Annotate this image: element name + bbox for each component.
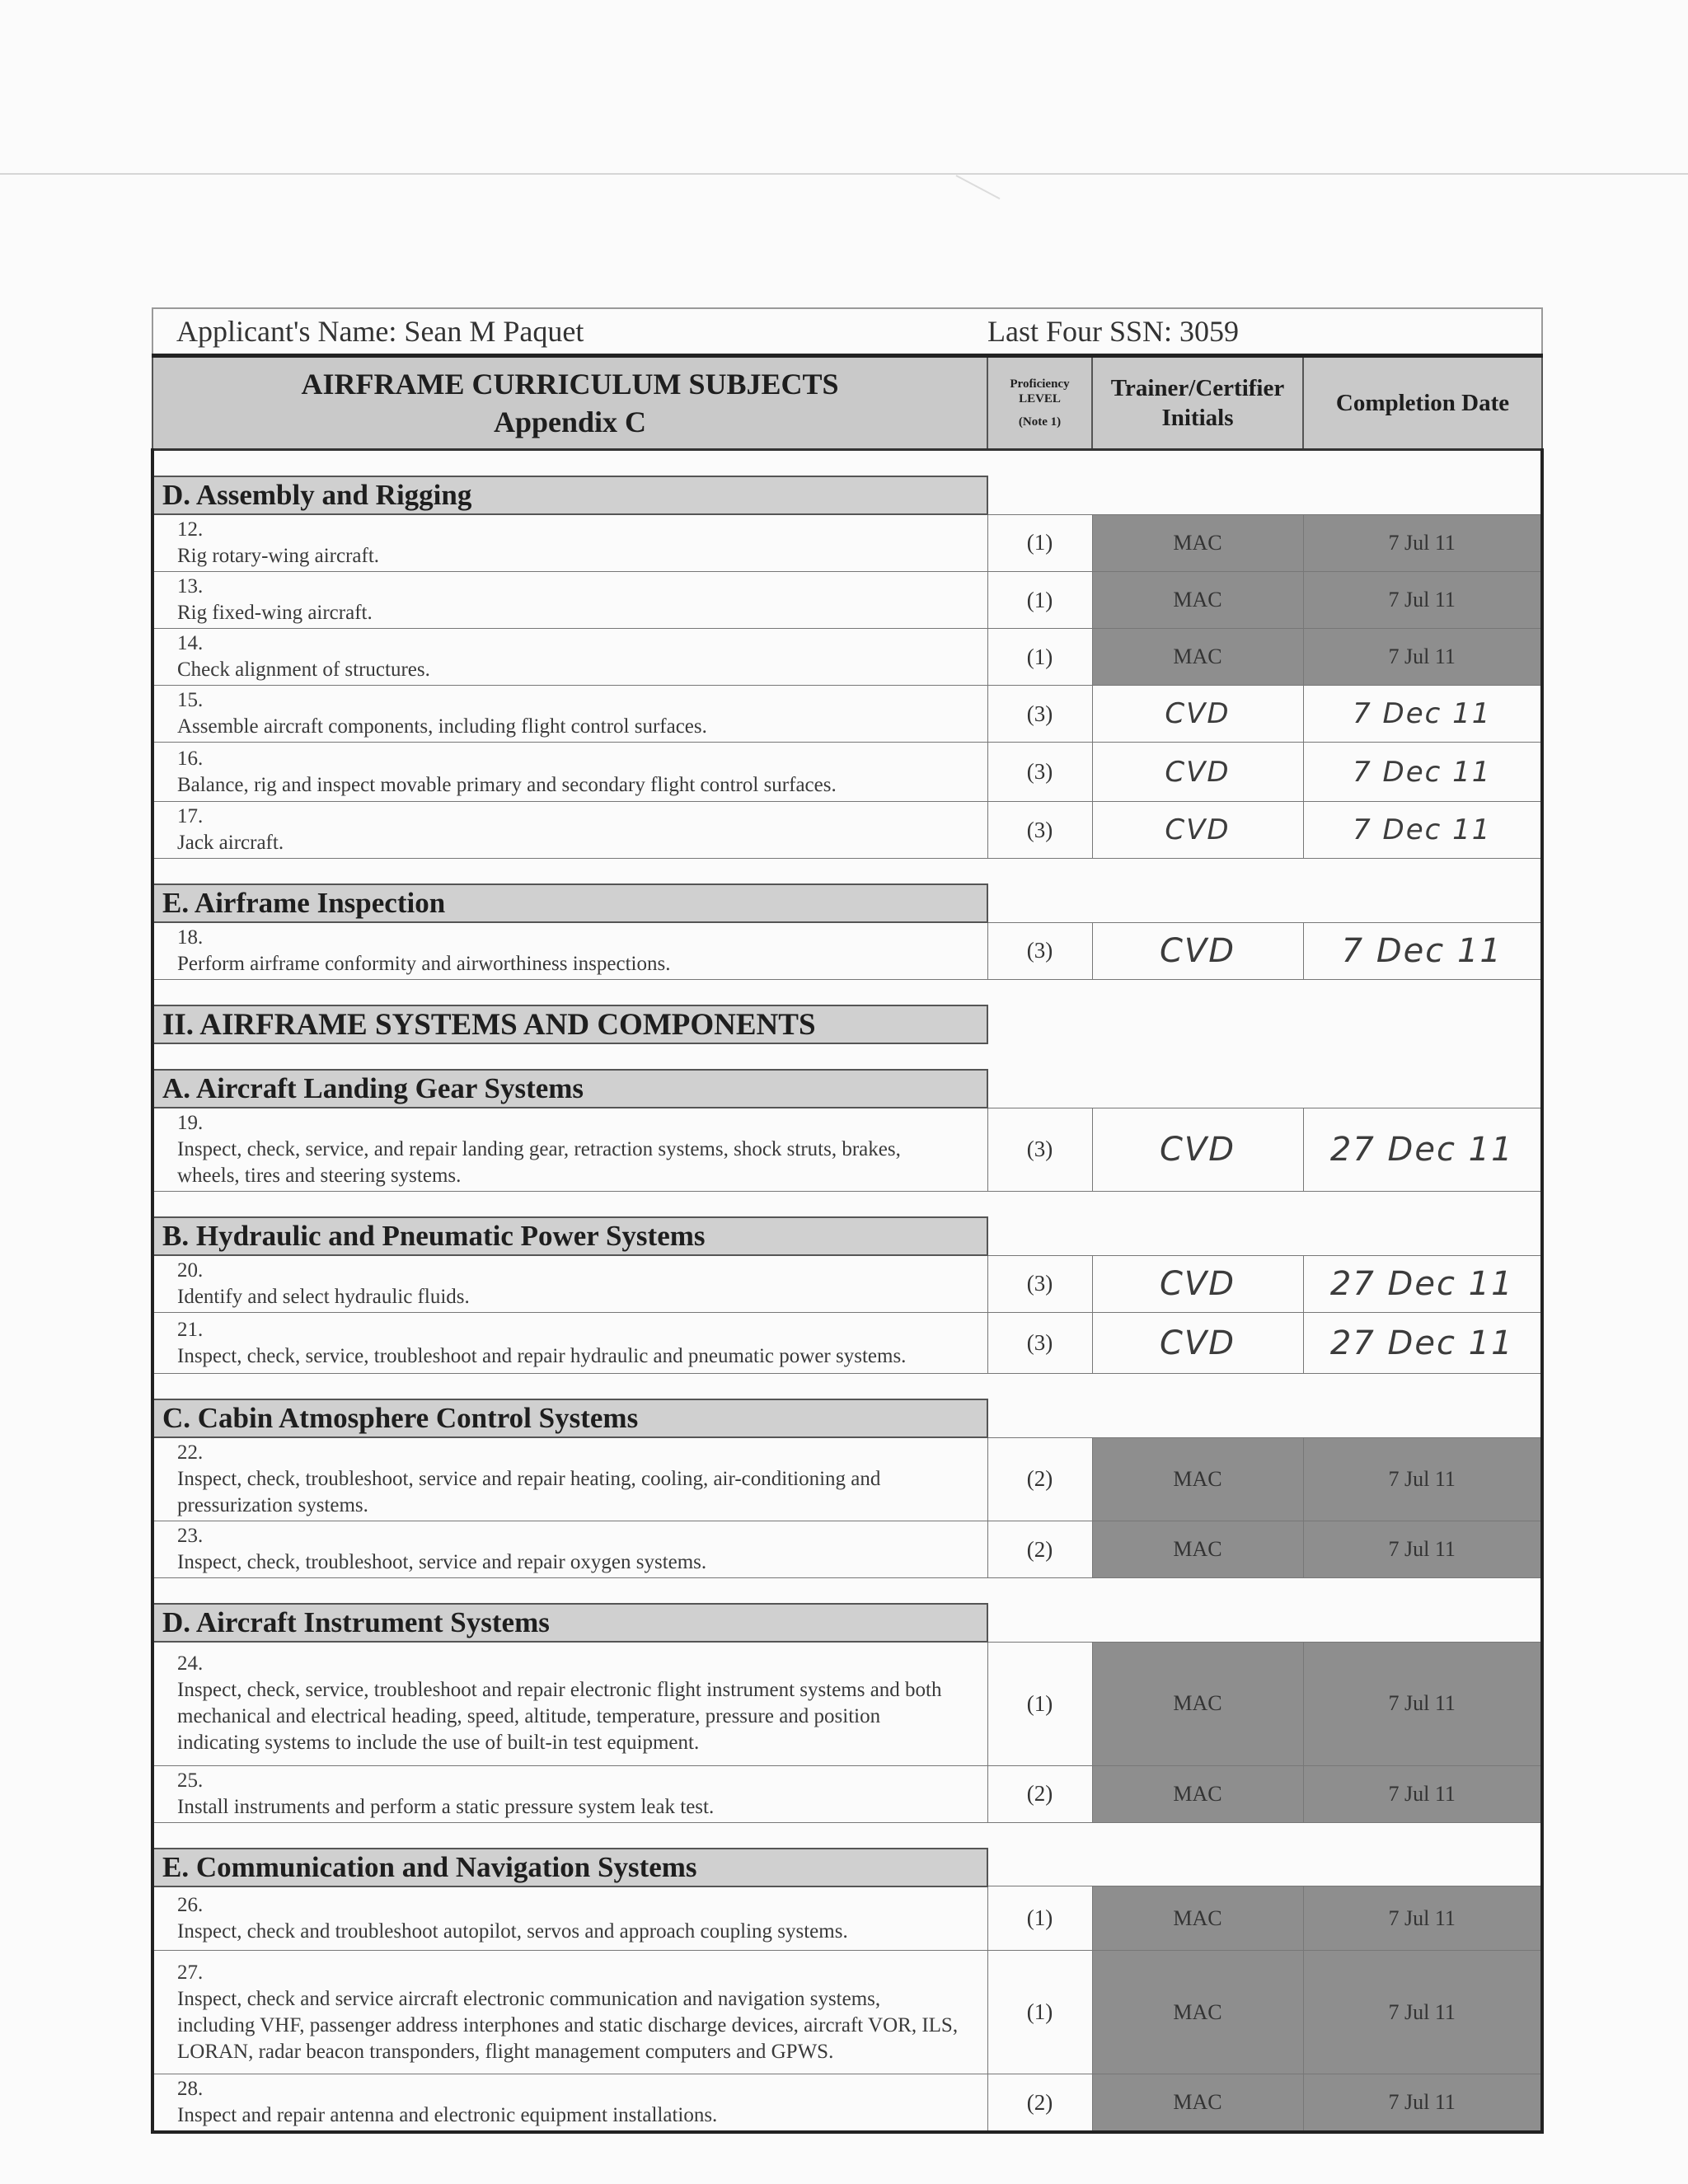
completion-date: 27 Dec 11 xyxy=(1303,1313,1542,1374)
section-title: E. Communication and Navigation Systems xyxy=(152,1849,987,1886)
trainer-initials: CVD xyxy=(1092,743,1303,802)
scan-artifact xyxy=(956,175,1001,199)
section-title: B. Hydraulic and Pneumatic Power Systems xyxy=(152,1217,987,1255)
section-title: C. Cabin Atmosphere Control Systems xyxy=(152,1399,987,1437)
section-heading xyxy=(152,1217,1542,1255)
applicant-label: Applicant's Name: xyxy=(176,315,397,348)
section-heading xyxy=(152,476,1542,514)
form-subtitle: Appendix C xyxy=(493,405,647,438)
section-title: D. Assembly and Rigging xyxy=(152,476,987,514)
completion-date: 27 Dec 11 xyxy=(1303,1108,1542,1192)
column-header-row xyxy=(152,356,1542,450)
ssn-field xyxy=(987,308,1542,356)
proficiency-level: (1) xyxy=(987,1886,1092,1951)
completion-date: 7 Dec 11 xyxy=(1303,686,1542,743)
table-row: 21.Inspect, check, service, troubleshoot and repair hydraulic and pneumatic power systems. (3) CVD 27 Dec 11 xyxy=(152,1313,1542,1374)
proficiency-level: (3) xyxy=(987,802,1092,859)
section-heading xyxy=(152,1005,1542,1043)
form-title: AIRFRAME CURRICULUM SUBJECTS xyxy=(301,368,839,401)
trainer-initials: CVD xyxy=(1092,922,1303,980)
table-row: 25.Install instruments and perform a static pressure system leak test. (2) MAC 7 Jul 11 xyxy=(152,1765,1542,1822)
trainer-header: Trainer/Certifier Initials xyxy=(1092,356,1303,450)
completion-date: 7 Dec 11 xyxy=(1303,802,1542,859)
proficiency-level: (2) xyxy=(987,1521,1092,1578)
proficiency-level: (1) xyxy=(987,629,1092,686)
applicant-name: Sean M Paquet xyxy=(404,315,584,348)
proficiency-level: (2) xyxy=(987,2074,1092,2133)
curriculum-form xyxy=(151,307,1540,2134)
curriculum-table xyxy=(151,307,1544,2134)
trainer-initials: MAC xyxy=(1092,1521,1303,1578)
proficiency-level: (1) xyxy=(987,514,1092,572)
proficiency-level: (2) xyxy=(987,1437,1092,1521)
table-row: 19.Inspect, check, service, and repair landing gear, retraction systems, shock struts, brakes, wheels, tires and steering systems. (3) CVD 27 Dec 11 xyxy=(152,1108,1542,1192)
section-title: II. AIRFRAME SYSTEMS AND COMPONENTS xyxy=(152,1005,987,1043)
trainer-initials: MAC xyxy=(1092,572,1303,629)
completion-date: 7 Jul 11 xyxy=(1303,1951,1542,2074)
trainer-initials: CVD xyxy=(1092,1255,1303,1313)
proficiency-level: (3) xyxy=(987,922,1092,980)
table-row: 18.Perform airframe conformity and airworthiness inspections. (3) CVD 7 Dec 11 xyxy=(152,922,1542,980)
completion-date: 7 Jul 11 xyxy=(1303,572,1542,629)
table-row: 17.Jack aircraft. (3) CVD 7 Dec 11 xyxy=(152,802,1542,859)
completion-date: 7 Jul 11 xyxy=(1303,1886,1542,1951)
proficiency-level: (1) xyxy=(987,1642,1092,1765)
trainer-initials: MAC xyxy=(1092,1642,1303,1765)
table-row: 27.Inspect, check and service aircraft electronic communication and navigation systems, including VHF, passenger address interphones and static discharge devices, aircraft VOR, ILS, LORAN, radar beacon transponders, flight management computers and GPWS. (1) MAC 7 Jul 11 xyxy=(152,1951,1542,2074)
table-row: 13.Rig fixed-wing aircraft. (1) MAC 7 Jul 11 xyxy=(152,572,1542,629)
completion-date: 7 Jul 11 xyxy=(1303,629,1542,686)
table-row: 14.Check alignment of structures. (1) MAC 7 Jul 11 xyxy=(152,629,1542,686)
proficiency-level: (3) xyxy=(987,743,1092,802)
trainer-initials: CVD xyxy=(1092,1313,1303,1374)
completion-date-header: Completion Date xyxy=(1303,356,1542,450)
completion-date: 7 Jul 11 xyxy=(1303,2074,1542,2133)
proficiency-level: (1) xyxy=(987,572,1092,629)
applicant-row xyxy=(152,308,1542,356)
proficiency-level: (3) xyxy=(987,1108,1092,1192)
completion-date: 7 Jul 11 xyxy=(1303,514,1542,572)
table-row: 20.Identify and select hydraulic fluids. (3) CVD 27 Dec 11 xyxy=(152,1255,1542,1313)
proficiency-level: (3) xyxy=(987,686,1092,743)
section-heading xyxy=(152,1399,1542,1437)
trainer-initials: MAC xyxy=(1092,1951,1303,2074)
trainer-initials: MAC xyxy=(1092,2074,1303,2133)
table-row: 12.Rig rotary-wing aircraft. (1) MAC 7 Jul 11 xyxy=(152,514,1542,572)
applicant-name-field xyxy=(152,308,987,356)
proficiency-level: (2) xyxy=(987,1765,1092,1822)
table-row: 15.Assemble aircraft components, including flight control surfaces. (3) CVD 7 Dec 11 xyxy=(152,686,1542,743)
table-row: 23.Inspect, check, troubleshoot, service and repair oxygen systems. (2) MAC 7 Jul 11 xyxy=(152,1521,1542,1578)
trainer-initials: CVD xyxy=(1092,1108,1303,1192)
trainer-initials: MAC xyxy=(1092,514,1303,572)
completion-date: 7 Jul 11 xyxy=(1303,1521,1542,1578)
section-title: D. Aircraft Instrument Systems xyxy=(152,1604,987,1642)
table-row: 26.Inspect, check and troubleshoot autopilot, servos and approach coupling systems. (1) MAC 7 Jul 11 xyxy=(152,1886,1542,1951)
completion-date: 7 Dec 11 xyxy=(1303,743,1542,802)
proficiency-level: (3) xyxy=(987,1255,1092,1313)
section-heading xyxy=(152,884,1542,922)
completion-date: 7 Dec 11 xyxy=(1303,922,1542,980)
ssn-label: Last Four SSN: xyxy=(987,315,1173,348)
trainer-initials: CVD xyxy=(1092,802,1303,859)
proficiency-level: (3) xyxy=(987,1313,1092,1374)
section-heading xyxy=(152,1604,1542,1642)
completion-date: 7 Jul 11 xyxy=(1303,1437,1542,1521)
section-heading xyxy=(152,1849,1542,1886)
completion-date: 7 Jul 11 xyxy=(1303,1642,1542,1765)
scan-edge-line xyxy=(0,173,1688,175)
table-row: 16.Balance, rig and inspect movable primary and secondary flight control surfaces. (3) CVD 7 Dec 11 xyxy=(152,743,1542,802)
section-heading xyxy=(152,1070,1542,1108)
section-title: E. Airframe Inspection xyxy=(152,884,987,922)
trainer-initials: MAC xyxy=(1092,1765,1303,1822)
proficiency-level: (1) xyxy=(987,1951,1092,2074)
trainer-initials: CVD xyxy=(1092,686,1303,743)
table-row: 22.Inspect, check, troubleshoot, service and repair heating, cooling, air-conditioning and pressurization systems. (2) MAC 7 Jul 11 xyxy=(152,1437,1542,1521)
title-cell xyxy=(152,356,987,450)
table-row: 24.Inspect, check, service, troubleshoot and repair electronic flight instrument systems and both mechanical and electrical heading, speed, altitude, temperature, pressure and position indicating systems to include the use of built-in test equipment. (1) MAC 7 Jul 11 xyxy=(152,1642,1542,1765)
trainer-initials: MAC xyxy=(1092,629,1303,686)
completion-date: 7 Jul 11 xyxy=(1303,1765,1542,1822)
section-title: A. Aircraft Landing Gear Systems xyxy=(152,1070,987,1108)
trainer-initials: MAC xyxy=(1092,1437,1303,1521)
completion-date: 27 Dec 11 xyxy=(1303,1255,1542,1313)
proficiency-header: Proficiency LEVEL (Note 1) xyxy=(987,356,1092,450)
ssn-value: 3059 xyxy=(1179,315,1240,348)
table-row: 28.Inspect and repair antenna and electronic equipment installations. (2) MAC 7 Jul 11 xyxy=(152,2074,1542,2133)
trainer-initials: MAC xyxy=(1092,1886,1303,1951)
